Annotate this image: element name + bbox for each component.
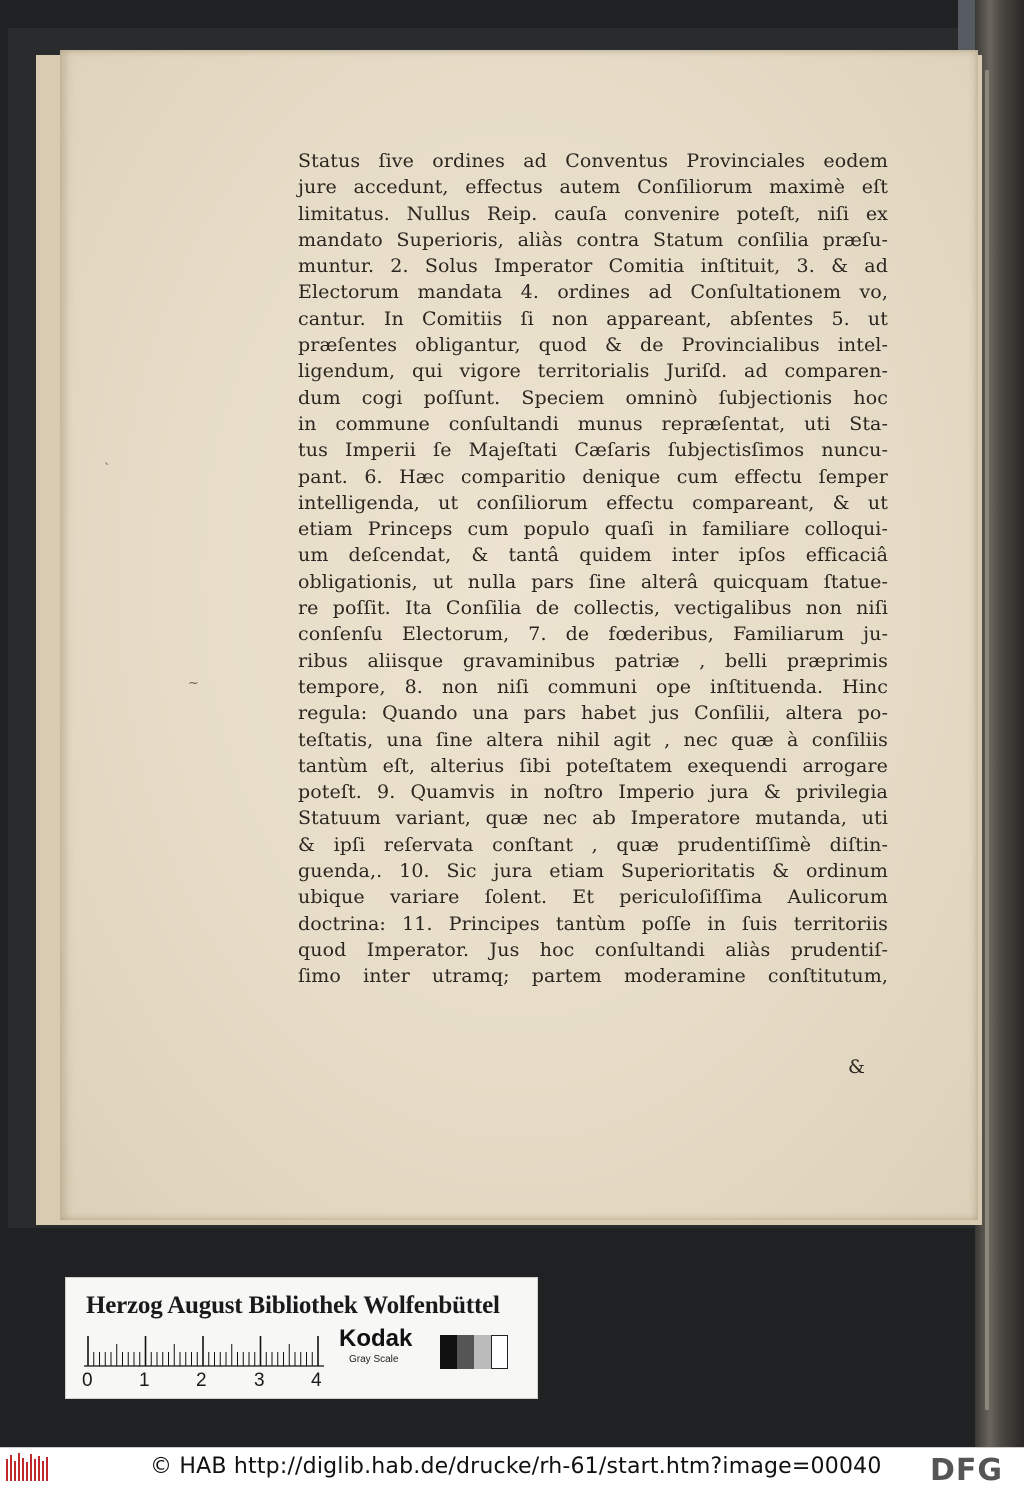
catchword: &: [848, 1056, 865, 1078]
measure-ruler: [84, 1333, 324, 1367]
text-line: cantur. In Comitiis ſi non appareant, abſentes 5. ut: [298, 307, 888, 330]
kodak-brand: Kodak: [339, 1325, 413, 1352]
text-line: dum cogi poſſunt. Speciem omninò ſubjectionis hoc: [298, 386, 888, 409]
text-line: um deſcendat, & tantâ quidem inter ipſos efficaciâ: [298, 544, 888, 567]
text-line: Statuum variant, quæ nec ab Imperatore mutanda, uti: [298, 807, 888, 830]
text-line: teſtatis, una ſine altera nihil agit , nec quæ à conſiliis: [298, 728, 888, 751]
text-line: pant. 6. Hæc comparitio denique cum effectu ſemper: [298, 465, 888, 488]
text-line: jure accedunt, effectus autem Conſiliorum maximè eſt: [298, 176, 888, 199]
text-line: ribus aliisque gravaminibus patriæ , belli præprimis: [298, 649, 888, 672]
text-line: ligendum, qui vigore territorialis Juriſd. ad comparen-: [298, 360, 888, 383]
dfg-logo-icon: [930, 1452, 1018, 1484]
ruler-number: 3: [254, 1370, 265, 1391]
text-line: doctrina: 11. Principes tantùm poſſe in ſuis territoriis: [298, 912, 888, 935]
gray-patch: [457, 1335, 474, 1369]
paper-speck: `: [104, 462, 111, 477]
gray-patch: [491, 1335, 508, 1369]
library-name: Herzog August Bibliothek Wolfenbüttel: [86, 1292, 500, 1319]
ruler-number: 4: [311, 1370, 322, 1391]
gray-patch: [440, 1335, 457, 1369]
text-line: Status ſive ordines ad Conventus Provinciales eodem: [298, 150, 888, 172]
text-line: limitatus. Nullus Reip. cauſa convenire poteſt, niſi ex: [298, 202, 888, 225]
text-line: quod Imperator. Jus hoc conſultandi aliàs prudentiſ-: [298, 938, 888, 961]
ruler-ticks: [84, 1333, 324, 1367]
gray-scale-caption: Gray Scale: [349, 1354, 399, 1365]
book-spine-edge: [975, 0, 1024, 1447]
text-line: tantùm eſt, alterius ſibi poteſtatem exequendi arrogare: [298, 754, 888, 777]
text-line: Electorum mandata 4. ordines ad Conſultationem vo,: [298, 281, 888, 304]
page-body-text: [298, 148, 888, 990]
ruler-number: 2: [196, 1370, 207, 1391]
text-line: mandato Superioris, aliàs contra Statum conſilia præſu-: [298, 228, 888, 251]
ruler-number: 0: [82, 1370, 93, 1391]
text-line: poteſt. 9. Quamvis in noſtro Imperio jura & privilegia: [298, 781, 888, 804]
text-line: tus Imperii ſe Majeſtati Cæſaris ſubjectisſimos nuncu-: [298, 439, 888, 462]
text-line: guenda,. 10. Sic jura etiam Superioritatis & ordinum: [298, 860, 888, 883]
text-line: præſentes obligantur, quod & de Provincialibus intel-: [298, 334, 888, 357]
text-line: & ipſi reſervata conſtant , quæ prudentiſſimè diſtin-: [298, 833, 888, 856]
hab-logo-icon: [6, 1453, 48, 1483]
text-line: tempore, 8. non niſi communi ope inſtituenda. Hinc: [298, 675, 888, 698]
ruler-number: 1: [139, 1370, 150, 1391]
svg-text:DFG: DFG: [930, 1453, 1004, 1484]
text-line: ubique variare ſolent. Et periculoſiſſima Aulicorum: [298, 886, 888, 909]
copyright-url[interactable]: © HAB http://diglib.hab.de/drucke/rh-61/start.htm?image=00040: [150, 1454, 882, 1479]
text-line: re poſſit. Ita Conſilia de collectis, vectigalibus non niſi: [298, 597, 888, 620]
text-line: ſimo inter utramq; partem moderamine conſtitutum,: [298, 965, 888, 988]
text-line: muntur. 2. Solus Imperator Comitia inſtituit, 3. & ad: [298, 255, 888, 278]
library-label-card: [65, 1277, 538, 1399]
text-line: in commune conſultandi munus repræſentat, uti Sta-: [298, 412, 888, 435]
footer-bar: [0, 1447, 1024, 1488]
text-line: etiam Princeps cum populo quaſi in familiare colloqui-: [298, 518, 888, 541]
text-line: intelligenda, ut conſiliorum effectu compareant, & ut: [298, 491, 888, 514]
text-line: obligationis, ut nulla pars ſine alterâ quicquam ſtatue-: [298, 570, 888, 593]
paper-speck: ~: [188, 676, 199, 691]
text-line: regula: Quando una pars habet jus Conſilii, altera po-: [298, 702, 888, 725]
gray-patch: [474, 1335, 491, 1369]
text-line: conſenſu Electorum, 7. de fœderibus, Familiarum ju-: [298, 623, 888, 646]
